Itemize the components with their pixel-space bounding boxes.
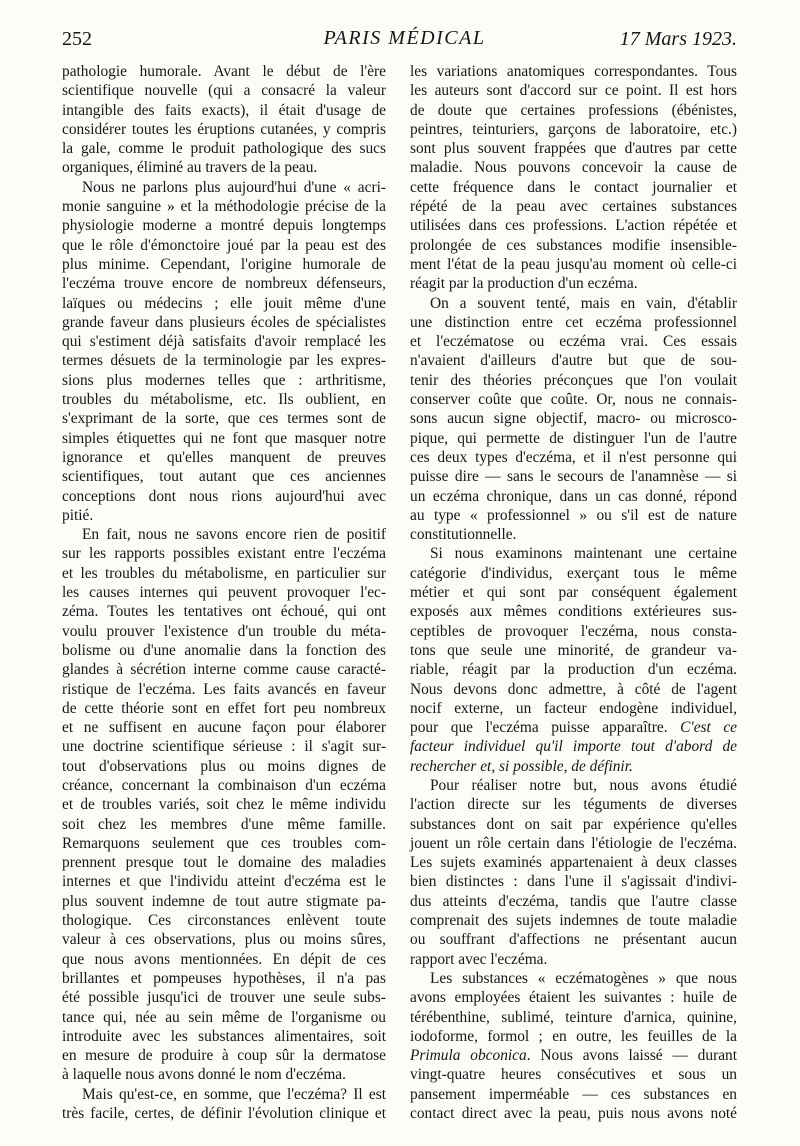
text-line: [62, 1027, 386, 1046]
text-line: [62, 101, 386, 120]
line-text: comprenait des sujets indemnes de toute maladie: [410, 912, 737, 930]
text-line: [62, 178, 386, 197]
text-line: [410, 757, 737, 776]
line-text: s'exprimant de la sorte, que ces termes sont de: [62, 410, 386, 428]
line-text: substances dont on sait par expérience qu'elles: [410, 815, 737, 833]
text-line: [410, 911, 737, 930]
text-line: [410, 409, 737, 428]
line-text: troubles du métabolisme, etc. Ils oublient, en: [62, 391, 386, 409]
line-text: une doctrine scientifique sérieuse : il s'agit sur-: [62, 738, 386, 756]
text-line: [62, 448, 386, 467]
text-line: [62, 544, 386, 563]
text-line: [62, 930, 386, 949]
text-line: [410, 950, 737, 969]
text-line: [62, 757, 386, 776]
line-text: exposés aux mêmes conditions extérieures sus-: [410, 603, 737, 621]
line-text: ristique de l'eczéma. Les faits avancés en faveur: [62, 680, 386, 698]
text-line: [410, 737, 737, 756]
text-line: [62, 853, 386, 872]
emphasis-text: Primula obconica: [410, 1047, 527, 1065]
line-text: Les sujets examinés appartenaient à deux classes: [410, 854, 737, 872]
text-line: [62, 255, 386, 274]
text-line: [62, 699, 386, 718]
line-text: un eczéma chronique, dans un cas donné, répond: [410, 487, 737, 505]
line-text: ment l'état de la peau jusqu'au moment où celle-ci: [410, 255, 737, 273]
line-text: et l'eczématose ou eczéma vrai. Ces essais: [410, 333, 737, 351]
line-text: été possible jusqu'ici de trouver une seule subs-: [62, 989, 386, 1007]
line-text: Mais qu'est-ce, en somme, que l'eczéma? Il est: [82, 1085, 386, 1103]
text-line: [62, 815, 386, 834]
line-text: térébenthine, sublimé, teinture d'arnica, quinine,: [410, 1008, 737, 1026]
line-text: tons que seule une minorité, de grandeur va-: [410, 641, 737, 659]
line-text: l'action directe sur les téguments de diverses: [410, 796, 737, 814]
paragraph: [410, 544, 737, 776]
text-line: [410, 371, 737, 390]
emphasis-text: facteur individuel qu'il importe tout d'abord de: [410, 738, 737, 756]
text-line: [62, 737, 386, 756]
line-text: [410, 1046, 737, 1065]
line-text: avons employées étaient les suivantes : huile de: [410, 989, 737, 1007]
text-line: [62, 467, 386, 486]
line-text: maladie. Nous pouvons concevoir la cause de: [410, 159, 737, 177]
text-line: [410, 872, 737, 891]
line-text: Remarquons seulement que ces troubles com-: [62, 834, 386, 852]
text-line: [410, 1046, 737, 1065]
text-line: [62, 158, 386, 177]
text-line: [62, 274, 386, 293]
line-text: scientifiques, tout autant que ces anciennes: [62, 468, 386, 486]
line-text: simples étiquettes qui ne font que masquer notre: [62, 429, 386, 447]
line-text: pitié.: [62, 506, 94, 524]
line-text: sur les rapports possibles existant entre l'eczéma: [62, 545, 386, 563]
text-line: [62, 81, 386, 100]
text-line: [62, 680, 386, 699]
text-line: [62, 1104, 386, 1123]
line-text: et de troubles variés, soit chez le même individu: [62, 796, 386, 814]
line-text: thologique. Ces circonstances enlèvent toute: [62, 912, 386, 930]
text-line: [62, 1085, 386, 1104]
line-text: n'avaient d'ailleurs d'autre but que de sou-: [410, 352, 737, 370]
line-text: que nous avons mentionnées. En dépit de ces: [62, 950, 386, 968]
text-line: [62, 294, 386, 313]
text-line: [410, 602, 737, 621]
emphasis-text: C'est ce: [680, 719, 737, 737]
line-text: jouent un rôle certain dans l'étiologie de l'eczéma.: [410, 834, 737, 852]
line-text: zéma. Toutes les tentatives ont échoué, qui ont: [62, 603, 386, 621]
paragraph: [410, 776, 737, 969]
line-text: contact direct avec la peau, puis nous avons noté: [410, 1105, 737, 1123]
left-column: [62, 62, 386, 1123]
text-line: [410, 815, 737, 834]
line-text: Nous ne parlons plus aujourd'hui d'une « acri-: [82, 178, 386, 196]
line-text: ignorance et qu'elles manquent de preuves: [62, 448, 386, 466]
text-line: [62, 236, 386, 255]
text-line: [410, 622, 737, 641]
paragraph: [62, 62, 386, 178]
line-text: nocif externe, un facteur endogène individuel,: [410, 699, 737, 717]
emphasis-text: rechercher et, si possible, de définir.: [410, 757, 633, 775]
line-text: réagit par la production d'un eczéma.: [410, 275, 638, 293]
text-line: [410, 120, 737, 139]
line-text: riable, réagit par la production d'un eczéma.: [410, 661, 737, 679]
line-text: qui s'estiment déjà satisfaits d'avoir remplacé les: [62, 333, 386, 351]
text-line: [62, 197, 386, 216]
line-text: scientifique nouvelle (qui a consacré la valeur: [62, 82, 386, 100]
text-line: [410, 641, 737, 660]
text-line: [410, 834, 737, 853]
text-line: [62, 602, 386, 621]
text-line: [410, 718, 737, 737]
text-line: [62, 911, 386, 930]
text-line: [410, 988, 737, 1007]
line-text: ou souffrant d'affections ne présentant aucun: [410, 931, 737, 949]
line-text: les causes internes qui peuvent provoquer l'ec-: [62, 584, 386, 602]
text-line: [62, 332, 386, 351]
line-text: dus atteints d'eczéma, tandis que l'autre classe: [410, 892, 737, 910]
text-line: [62, 776, 386, 795]
text-line: [410, 506, 737, 525]
text-line: [410, 313, 737, 332]
text-line: [410, 1065, 737, 1084]
text-line: [62, 120, 386, 139]
line-text: pansement imperméable — ces substances en: [410, 1085, 737, 1103]
line-text: plus minime. Cependant, l'origine humorale de: [62, 255, 386, 273]
text-line: [62, 62, 386, 81]
line-text: cette fréquence dans le contact journalier et: [410, 178, 737, 196]
line-text: puisse dire — sans le secours de l'anamnèse — si: [410, 468, 737, 486]
text-line: [410, 294, 737, 313]
line-text: métier et qui sont par conséquent également: [410, 584, 737, 602]
line-text: les variations anatomiques correspondantes. Tous: [410, 63, 737, 80]
line-text: physiologie moderne a montré depuis longtemps: [62, 217, 386, 235]
line-text: [410, 737, 737, 756]
text-line: [410, 1104, 737, 1123]
text-line: [62, 583, 386, 602]
line-text: sions plus modernes telles que : arthritisme,: [62, 371, 386, 389]
line-text: la gale, comme le produit pathologique des sucs: [62, 140, 386, 158]
line-text: utilisées dans ces professions. L'action répétée et: [410, 217, 737, 235]
line-text: glandes à sécrétion interne comme cause caracté-: [62, 661, 386, 679]
paragraph: [410, 62, 737, 294]
line-text: pathologie humorale. Avant le début de l'ère: [62, 63, 386, 80]
line-text: très facile, certes, de définir l'évolution clinique et: [62, 1105, 386, 1123]
text-line: [410, 178, 737, 197]
line-text: prennent presque tout le domaine des maladies: [62, 854, 386, 872]
text-line: [410, 1008, 737, 1027]
line-text: organiques, éliminé au travers de la peau.: [62, 159, 318, 177]
text-line: [62, 660, 386, 679]
line-text: valeur à ces observations, plus ou moins sûres,: [62, 931, 386, 949]
line-text: conserver coûte que coûte. Or, nous ne connais-: [410, 391, 737, 409]
line-text: constitutionnelle.: [410, 526, 517, 544]
line-text: intangible des faits exacts), il était d'usage de: [62, 101, 386, 119]
text-line: [410, 255, 737, 274]
line-text: Les substances « eczématogènes » que nous: [430, 969, 737, 987]
text-line: [62, 351, 386, 370]
line-text: que le rôle d'émonctoire joué par la peau est des: [62, 236, 386, 254]
text-line: [410, 1085, 737, 1104]
line-text: au type « professionnel » ou s'il est de nature: [410, 506, 737, 524]
line-text: [410, 718, 737, 737]
text-line: [62, 564, 386, 583]
issue-date: 17 Mars 1923.: [619, 28, 737, 50]
text-line: [410, 101, 737, 120]
text-line: [62, 429, 386, 448]
journal-title: PARIS MÉDICAL: [323, 27, 486, 49]
line-text: En fait, nous ne savons encore rien de positif: [82, 526, 386, 544]
line-text: sont plus souvent frappées que d'autres par cette: [410, 140, 737, 158]
line-text: tout d'observations plus ou moins dignes de: [62, 757, 386, 775]
text-line: [62, 487, 386, 506]
line-text: catégorie d'individus, exerçant tous le même: [410, 564, 737, 582]
line-text: brillantes et pompeuses hypothèses, il n'a pas: [62, 969, 386, 987]
right-column: [410, 62, 737, 1123]
line-text: de cette théorie sont en effet fort peu nombreux: [62, 699, 386, 717]
line-text: une distinction entre cet eczéma professionnel: [410, 313, 737, 331]
text-line: [410, 544, 737, 563]
text-line: [410, 795, 737, 814]
text-line: [410, 81, 737, 100]
text-line: [410, 139, 737, 158]
line-text: monie sanguine » et la méthodologie précise de la: [62, 198, 386, 216]
text-line: [62, 988, 386, 1007]
page-number: 252: [62, 28, 92, 50]
line-text: prolongée de ces substances modifie insensible-: [410, 236, 737, 254]
text-line: [62, 834, 386, 853]
line-text: introduite avec les substances alimentaires, soit: [62, 1027, 386, 1045]
line-text: grande faveur dans plusieurs écoles de spécialistes: [62, 313, 386, 331]
text-line: [62, 390, 386, 409]
line-text: les auteurs sont d'accord sur ce point. Il est hors: [410, 82, 737, 100]
line-text: à laquelle nous avons donné le nom d'eczéma.: [62, 1066, 346, 1084]
text-line: [410, 892, 737, 911]
text-line: [62, 371, 386, 390]
line-text: peintres, teinturiers, garçons de laboratoire, etc.): [410, 120, 737, 138]
paragraph: [410, 294, 737, 545]
text-line: [62, 139, 386, 158]
text-line: [410, 390, 737, 409]
text-line: [410, 236, 737, 255]
line-text: termes désuets de la terminologie par les expres-: [62, 352, 386, 370]
text-line: [410, 660, 737, 679]
text-line: [410, 429, 737, 448]
text-line: [410, 853, 737, 872]
text-line: [410, 1027, 737, 1046]
line-text: Si nous examinons maintenant une certaine: [430, 545, 737, 563]
text-line: [410, 564, 737, 583]
line-text: et ne suffisent en aucune façon pour élaborer: [62, 719, 386, 737]
text-line: [62, 950, 386, 969]
line-text: conceptions dont nous rions aujourd'hui avec: [62, 487, 386, 505]
line-text: soit chez les membres d'une même famille.: [62, 815, 386, 833]
line-text: sons aucun signe objectif, macro- ou microsco-: [410, 410, 737, 428]
line-text: laïques ou médecins ; elle jouit même d'une: [62, 294, 386, 312]
text-line: [62, 409, 386, 428]
line-text: pique, qui permette de distinguer l'un de l'autre: [410, 429, 737, 447]
line-text: ces deux types d'eczéma, et il n'est personne qui: [410, 448, 737, 466]
line-text: l'eczéma trouve encore de nombreux défenseurs,: [62, 275, 386, 293]
text-line: [410, 525, 737, 544]
line-text: internes et que l'individu atteint d'eczéma est le: [62, 873, 386, 891]
line-text: Pour réaliser notre but, nous avons étudié: [430, 776, 737, 794]
text-line: [62, 718, 386, 737]
text-line: [410, 969, 737, 988]
text-line: [62, 216, 386, 235]
line-text: tenir des théories préconçues que l'on voulait: [410, 371, 737, 389]
text-line: [62, 795, 386, 814]
paragraph: [62, 1085, 386, 1124]
text-line: [62, 1046, 386, 1065]
line-text: ceptibles de provoquer l'eczéma, nous consta-: [410, 622, 737, 640]
text-line: [410, 448, 737, 467]
text-line: [62, 1065, 386, 1084]
text-line: [410, 197, 737, 216]
text-line: [62, 1008, 386, 1027]
text-line: [410, 487, 737, 506]
text-line: [62, 892, 386, 911]
text-line: [410, 930, 737, 949]
text-line: [410, 776, 737, 795]
text-line: [62, 622, 386, 641]
paragraph: [62, 178, 386, 525]
line-text: en mesure de produire à coup sûr la dermatose: [62, 1047, 386, 1065]
line-text: répété de la peau avec certaines substances: [410, 198, 737, 216]
line-text: plus souvent indemne de tout autre stigmate pa-: [62, 892, 386, 910]
line-text: voulu prouver l'existence d'un trouble du méta-: [62, 622, 386, 640]
text-line: [62, 872, 386, 891]
text-line: [62, 641, 386, 660]
text-line: [410, 158, 737, 177]
text-segment: pour que l'eczéma puisse apparaître.: [410, 719, 681, 737]
text-line: [410, 583, 737, 602]
text-segment: . Nous avons laissé — durant: [526, 1047, 738, 1065]
line-text: tance qui, née au sein même de l'organisme ou: [62, 1008, 386, 1026]
text-line: [410, 274, 737, 293]
line-text: rapport avec l'eczéma.: [410, 950, 548, 968]
text-line: [410, 62, 737, 81]
line-text: iodoforme, formol ; en outre, les feuilles de la: [410, 1027, 737, 1045]
line-text: bolisme ou d'une anomalie dans la fonction des: [62, 641, 386, 659]
line-text: créance, concernant la combinaison d'un eczéma: [62, 776, 386, 794]
line-text: On a souvent tenté, mais en vain, d'établir: [430, 294, 737, 312]
line-text: [410, 757, 633, 776]
text-line: [62, 506, 386, 525]
line-text: bien distinctes : dans l'une il s'agissait d'indivi-: [410, 873, 737, 891]
text-line: [410, 351, 737, 370]
text-line: [62, 313, 386, 332]
text-line: [62, 969, 386, 988]
text-line: [410, 332, 737, 351]
text-line: [410, 699, 737, 718]
text-line: [410, 680, 737, 699]
paragraph: [62, 525, 386, 1085]
line-text: et les troubles du métabolisme, en particulier sur: [62, 564, 386, 582]
paragraph: [410, 969, 737, 1123]
text-line: [410, 467, 737, 486]
line-text: considérer toutes les éruptions cutanées, y compris: [62, 120, 386, 138]
text-line: [62, 525, 386, 544]
line-text: Nous devons donc admettre, à côté de l'agent: [410, 680, 737, 698]
line-text: de doute que certaines professions (ébénistes,: [410, 101, 737, 119]
text-line: [410, 216, 737, 235]
line-text: vingt-quatre heures consécutives et sous un: [410, 1066, 737, 1084]
